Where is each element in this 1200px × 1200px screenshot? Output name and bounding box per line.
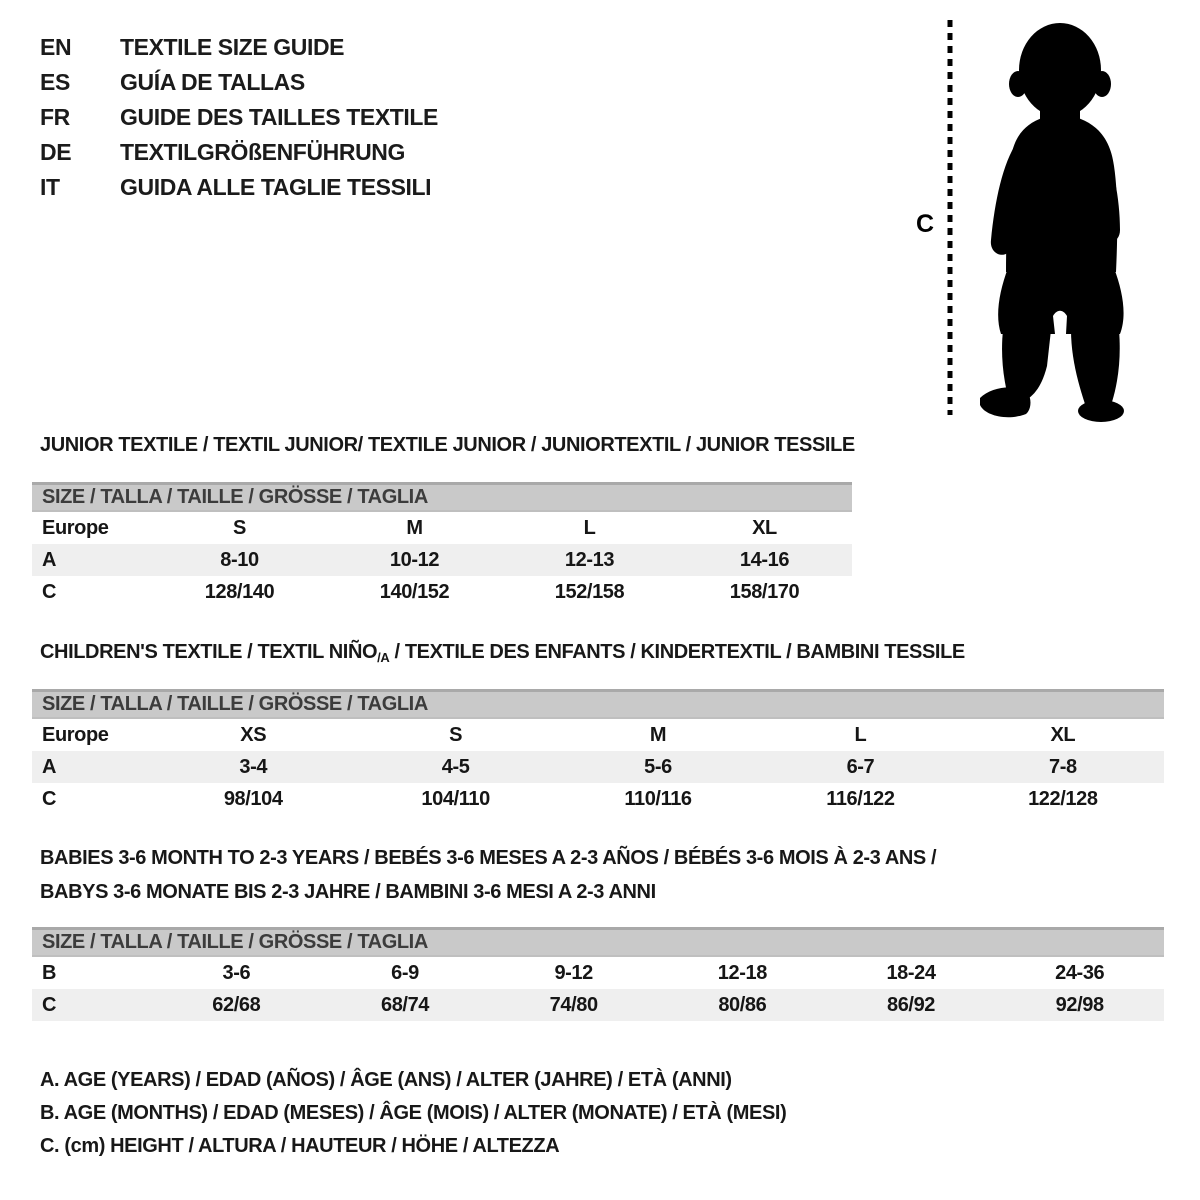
height-cell: 98/104 — [223, 787, 283, 810]
height-cell: 158/170 — [729, 580, 800, 603]
guide-title: TEXTILGRÖßENFÜHRUNG — [120, 139, 405, 165]
row-label: A — [42, 755, 57, 778]
table-row-height — [32, 783, 1164, 815]
row-label: B — [42, 961, 57, 984]
children-heading-text: CHILDREN'S TEXTILE / TEXTIL NIÑO — [40, 641, 378, 663]
guide-title: GUÍA DE TALLAS — [120, 69, 305, 95]
age-cell: 3-4 — [239, 755, 268, 778]
months-cell: 6-9 — [391, 961, 419, 984]
age-cell: 5-6 — [644, 755, 672, 778]
babies-size-table — [32, 927, 1164, 1021]
height-cell: 92/98 — [1055, 993, 1104, 1016]
table-row-age — [32, 544, 852, 576]
row-label: C — [42, 787, 57, 810]
months-cell: 9-12 — [554, 961, 593, 984]
size-cell: M — [406, 516, 423, 539]
table-row-height — [32, 576, 852, 608]
size-header-bar: SIZE / TALLA / TAILLE / GRÖSSE / TAGLIA — [32, 482, 852, 512]
size-cell: S — [449, 723, 463, 746]
height-measure-figure — [900, 10, 1192, 424]
age-cell: 4-5 — [441, 755, 470, 778]
row-label: A — [42, 548, 57, 571]
height-cell: 128/140 — [204, 580, 275, 603]
toddler-silhouette — [900, 10, 1192, 424]
row-label: Europe — [42, 723, 109, 746]
height-cell: 74/80 — [549, 993, 598, 1016]
size-header-bar: SIZE / TALLA / TAILLE / GRÖSSE / TAGLIA — [32, 927, 1164, 957]
months-cell: 3-6 — [222, 961, 251, 984]
junior-size-table — [32, 482, 852, 608]
language-code: EN — [40, 34, 72, 60]
legend-line-a: A. AGE (YEARS) / EDAD (AÑOS) / ÂGE (ANS) / ALTER (JAHRE) / ETÀ (ANNI) — [40, 1069, 732, 1091]
height-cell: 62/68 — [212, 993, 261, 1016]
children-size-table — [32, 689, 1164, 815]
height-cell: 68/74 — [380, 993, 430, 1016]
age-cell: 6-7 — [846, 755, 875, 778]
measurement-legend — [40, 1069, 786, 1168]
language-row-de — [40, 135, 438, 170]
language-row-fr — [40, 100, 438, 135]
months-cell: 12-18 — [717, 961, 767, 984]
children-heading-subscript: /A — [377, 650, 390, 665]
table-row-europe — [32, 719, 1164, 751]
height-cell: 116/122 — [826, 787, 895, 810]
children-heading-text: / TEXTILE DES ENFANTS / KINDERTEXTIL / BAMBINI TESSILE — [389, 641, 965, 663]
legend-line-c: C. (cm) HEIGHT / ALTURA / HAUTEUR / HÖHE / ALTEZZA — [40, 1135, 560, 1157]
language-code: DE — [40, 139, 72, 165]
table-row-age — [32, 751, 1164, 783]
language-code: ES — [40, 69, 70, 95]
months-cell: 18-24 — [886, 961, 936, 984]
height-cell: 152/158 — [554, 580, 625, 603]
height-cell: 104/110 — [421, 787, 490, 810]
size-cell: XL — [752, 516, 777, 539]
junior-section-heading: JUNIOR TEXTILE / TEXTIL JUNIOR/ TEXTILE JUNIOR / JUNIORTEXTIL / JUNIOR TESSILE — [40, 434, 855, 456]
size-cell: L — [854, 723, 867, 746]
babies-section-heading-line1: BABIES 3-6 MONTH TO 2-3 YEARS / BEBÉS 3-6 MESES A 2-3 AÑOS / BÉBÉS 3-6 MOIS À 2-3 ANS / — [40, 847, 937, 869]
legend-line-b: B. AGE (MONTHS) / EDAD (MESES) / ÂGE (MOIS) / ALTER (MONATE) / ETÀ (MESI) — [40, 1102, 787, 1124]
size-header-bar: SIZE / TALLA / TAILLE / GRÖSSE / TAGLIA — [32, 689, 1164, 719]
row-label: Europe — [42, 516, 109, 539]
age-cell: 10-12 — [389, 548, 440, 571]
language-code: IT — [40, 174, 60, 200]
guide-title: GUIDE DES TAILLES TEXTILE — [120, 104, 438, 130]
language-header — [40, 30, 438, 205]
language-row-it — [40, 170, 438, 205]
height-cell: 110/116 — [624, 787, 692, 810]
table-row-months — [32, 957, 1164, 989]
guide-title: GUIDA ALLE TAGLIE TESSILI — [120, 174, 432, 200]
height-cell: 80/86 — [718, 993, 767, 1016]
table-row-europe — [32, 512, 852, 544]
size-cell: S — [233, 516, 246, 539]
language-code: FR — [40, 104, 70, 130]
children-section-heading — [40, 641, 965, 665]
babies-section-heading-line2: BABYS 3-6 MONATE BIS 2-3 JAHRE / BAMBINI 3-6 MESI A 2-3 ANNI — [40, 881, 656, 903]
height-cell: 122/128 — [1028, 787, 1098, 810]
age-cell: 7-8 — [1048, 755, 1077, 778]
age-cell: 12-13 — [564, 548, 615, 571]
language-row-es — [40, 65, 438, 100]
height-cell: 86/92 — [886, 993, 936, 1016]
row-label: C — [42, 580, 57, 603]
age-cell: 14-16 — [739, 548, 790, 571]
height-cell: 140/152 — [379, 580, 450, 603]
size-cell: L — [583, 516, 596, 539]
language-row-en — [40, 30, 438, 65]
guide-title: TEXTILE SIZE GUIDE — [120, 34, 345, 60]
table-row-height — [32, 989, 1164, 1021]
size-cell: M — [649, 723, 667, 746]
row-label: C — [42, 993, 57, 1016]
size-cell: XS — [240, 723, 267, 746]
months-cell: 24-36 — [1055, 961, 1105, 984]
age-cell: 8-10 — [220, 548, 259, 571]
toddler-body — [980, 23, 1124, 422]
height-measure-label: C — [916, 210, 935, 238]
size-cell: XL — [1050, 723, 1076, 746]
